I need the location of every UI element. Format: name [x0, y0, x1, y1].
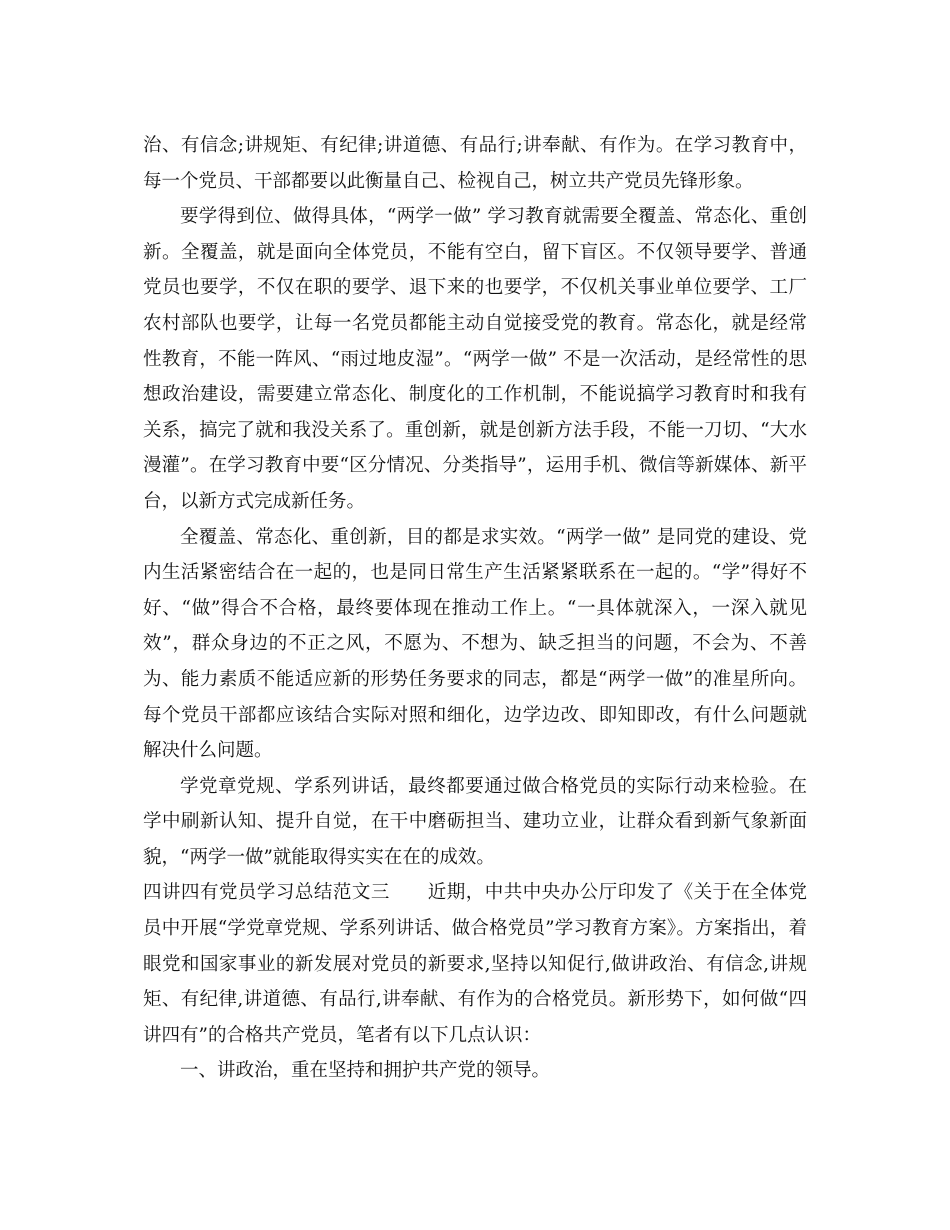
paragraph-1: 治、有信念;讲规矩、有纪律;讲道德、有品行;讲奉献、有作为。在学习教育中，每一个党员、干部都要以此衡量自己、检视自己，树立共产党员先锋形象。: [143, 135, 807, 192]
paragraph-5: 四讲四有党员学习总结范文三 近期，中共中央办公厅印发了《关于在全体党员中开展“学党章党规、学系列讲话、做合格党员”学习教育方案》。方案指出，着眼党和国家事业的新发展对党员的新要求,坚持以知促行,做讲政治、有信念,讲规矩、有纪律,讲道德、有品行,讲奉献、有作为的合格党员。新形势下，如何做“四讲四有”的合格共产党员，笔者有以下几点认识：: [143, 882, 807, 1046]
paragraph-3: 全覆盖、常态化、重创新，目的都是求实效。“两学一做” 是同党的建设、党内生活紧密结合在一起的，也是同日常生产生活紧紧联系在一起的。“学”得好不好、“做”得合不合格，最终要体现在推动工作上。“一具体就深入，一深入就见效”，群众身边的不正之风，不愿为、不想为、缺乏担当的问题，不会为、不善为、能力素质不能适应新的形势任务要求的同志，都是“两学一做”的准星所向。每个党员干部都应该结合实际对照和细化，边学边改、即知即改，有什么问题就解决什么问题。: [143, 526, 807, 762]
paragraph-4: 学党章党规、学系列讲话，最终都要通过做合格党员的实际行动来检验。在学中刷新认知、提升自觉，在干中磨砺担当、建功立业，让群众看到新气象新面貌，“两学一做”就能取得实实在在的成效。: [143, 775, 807, 868]
paragraph-2: 要学得到位、做得具体，“两学一做” 学习教育就需要全覆盖、常态化、重创新。全覆盖，就是面向全体党员，不能有空白，留下盲区。不仅领导要学、普通党员也要学，不仅在职的要学、退下来的也要学，不仅机关事业单位要学、工厂农村部队也要学，让每一名党员都能主动自觉接受党的教育。常态化，就是经常性教育，不能一阵风、“雨过地皮湿”。“两学一做” 不是一次活动，是经常性的思想政治建设，需要建立常态化、制度化的工作机制，不能说搞学习教育时和我有关系，搞完了就和我没关系了。重创新，就是创新方法手段，不能一刀切、“大水漫灌”。在学习教育中要“区分情况、分类指导”，运用手机、微信等新媒体、新平台，以新方式完成新任务。: [143, 206, 807, 512]
document-body: [143, 128, 807, 1089]
paragraph-6: 一、讲政治，重在坚持和拥护共产党的领导。: [180, 1060, 551, 1082]
